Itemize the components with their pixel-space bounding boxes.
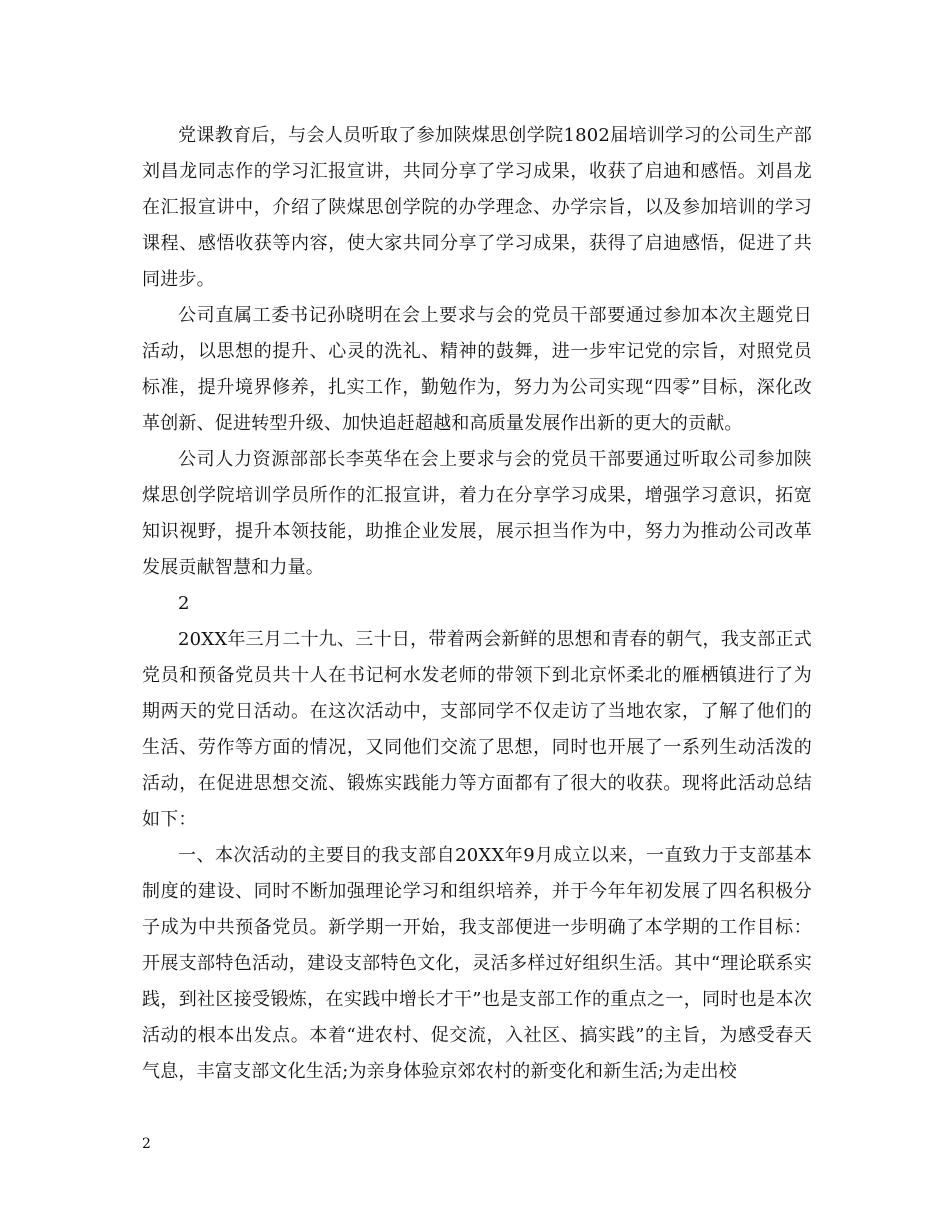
paragraph-5: 一、本次活动的主要目的我支部自20XX年9月成立以来，一直致力于支部基本制度的建设、同时不断加强理论学习和组织培养，并于今年年初发展了四名积极分子成为中共预备党员。新学期一开始，我支部便进一步明确了本学期的工作目标：开展支部特色活动，建设支部特色文化，灵活多样过好组织生活。其中“理论联系实践，到社区接受锻炼，在实践中增长才干”也是支部工作的重点之一，同时也是本次活动的根本出发点。本着“进农村、促交流，入社区、搞实践”的主旨，为感受春天气息，丰富支部文化生活;为亲身体验京郊农村的新变化和新生活;为走出校: [142, 845, 812, 1082]
page-number: 2: [142, 1136, 151, 1152]
paragraph-2: 公司直属工委书记孙晓明在会上要求与会的党员干部要通过参加本次主题党日活动，以思想的提升、心灵的洗礼、精神的鼓舞，进一步牢记党的宗旨，对照党员标准，提升境界修养，扎实工作，勤勉作为，努力为公司实现“四零”目标，深化改革创新、促进转型升级、加快追赶超越和高质量发展作出新的更大的贡献。: [142, 305, 812, 434]
document-body: [142, 118, 812, 1090]
paragraph-3: 公司人力资源部部长李英华在会上要求与会的党员干部要通过听取公司参加陕煤思创学院培训学员所作的汇报宣讲，着力在分享学习成果，增强学习意识，拓宽知识视野，提升本领技能，助推企业发展，展示担当作为中，努力为推动公司改革发展贡献智慧和力量。: [142, 449, 812, 578]
paragraph-1: 党课教育后，与会人员听取了参加陕煤思创学院1802届培训学习的公司生产部刘昌龙同志作的学习汇报宣讲，共同分享了学习成果，收获了启迪和感悟。刘昌龙在汇报宣讲中，介绍了陕煤思创学院的办学理念、办学宗旨，以及参加培训的学习课程、感悟收获等内容，使大家共同分享了学习成果，获得了启迪感悟，促进了共同进步。: [142, 125, 812, 290]
paragraph-4: 20XX年三月二十九、三十日，带着两会新鲜的思想和青春的朝气，我支部正式党员和预备党员共十人在书记柯水发老师的带领下到北京怀柔北的雁栖镇进行了为期两天的党日活动。在这次活动中，支部同学不仅走访了当地农家，了解了他们的生活、劳作等方面的情况，又同他们交流了思想，同时也开展了一系列生动活泼的活动，在促进思想交流、锻炼实践能力等方面都有了很大的收获。现将此活动总结如下：: [142, 629, 812, 830]
section-number: 2: [178, 593, 190, 614]
